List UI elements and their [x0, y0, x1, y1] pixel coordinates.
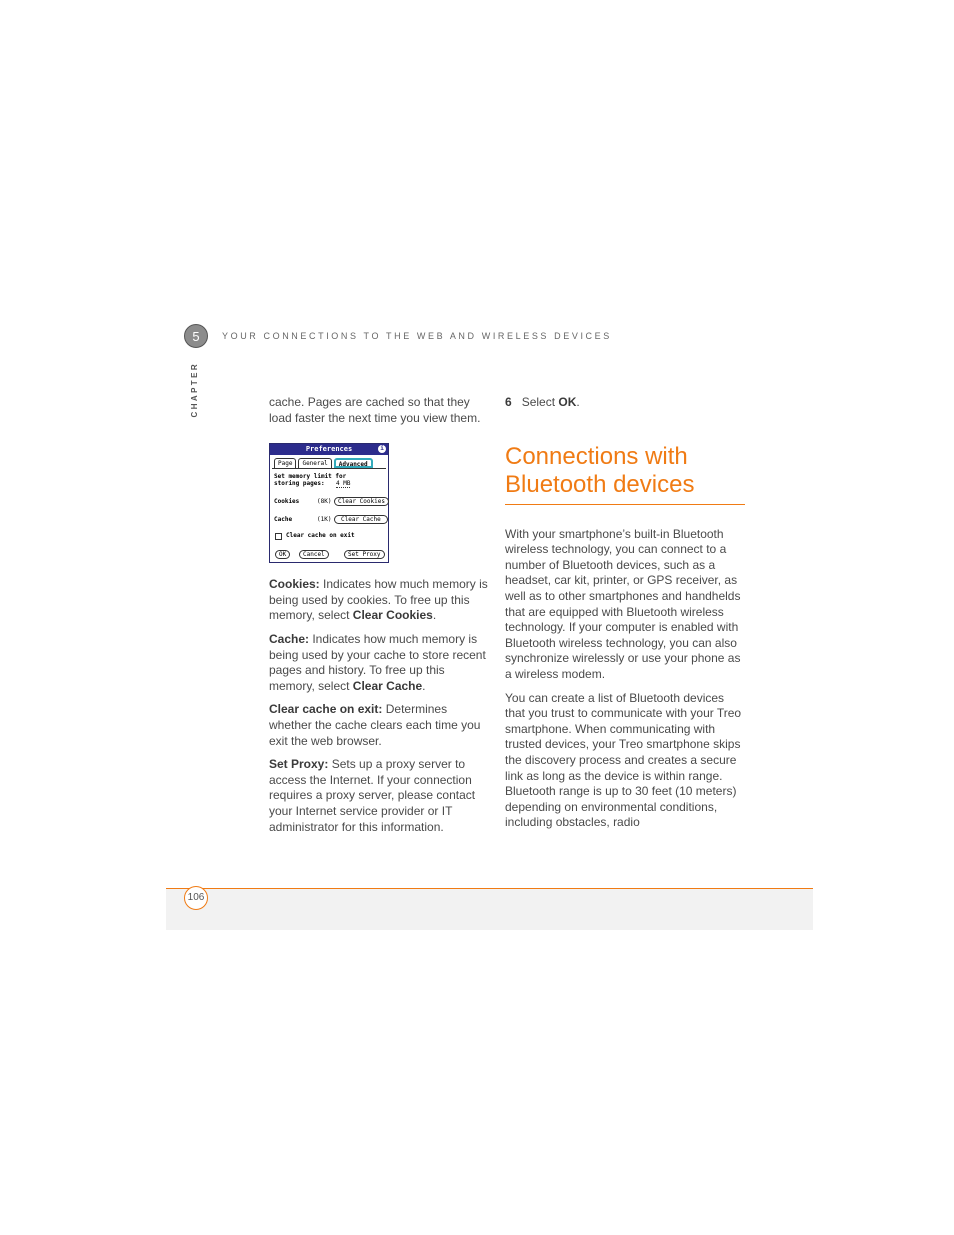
cookies-period: . — [432, 608, 437, 623]
tab-page: Page — [274, 458, 296, 468]
memory-limit-label-2: storing pages: — [274, 480, 325, 488]
cookies-row-label: Cookies — [274, 498, 300, 506]
clear-cache-checkbox — [275, 533, 282, 540]
right-column — [505, 395, 745, 839]
tab-general: General — [298, 458, 331, 468]
section-heading: Connections with Bluetooth devices — [505, 443, 745, 505]
cache-row-label: Cache — [274, 516, 293, 524]
clear-cache-paragraph — [269, 702, 491, 749]
chapter-number-badge: 5 — [184, 324, 208, 348]
set-proxy-button: Set Proxy — [344, 550, 385, 559]
step-text: Select — [521, 395, 559, 409]
info-icon: i — [378, 445, 386, 453]
preferences-screenshot — [269, 443, 389, 563]
memory-limit-label-1: Set memory limit for — [274, 473, 347, 481]
clear-cache-text: Determines whether the cache clears each time you exit the web browser. — [269, 702, 481, 748]
preferences-title-bar — [270, 444, 388, 455]
left-column — [269, 395, 491, 843]
step-action: OK — [558, 395, 577, 409]
ok-button: OK — [275, 550, 290, 559]
proxy-text: Sets up a proxy server to access the Internet. If your connection requires a proxy server, please contact your Internet service provider or IT administrator for this information. — [269, 757, 476, 834]
tab-divider — [272, 468, 386, 469]
step-number: 6 — [505, 395, 512, 409]
preferences-tabs — [274, 458, 384, 468]
cache-action: Clear Cache — [352, 678, 423, 693]
cache-period: . — [422, 678, 426, 693]
cookies-size: (8K) — [317, 498, 332, 506]
cookies-paragraph — [269, 577, 491, 624]
cache-term: Cache: — [269, 631, 310, 646]
cookies-action: Clear Cookies — [352, 608, 433, 623]
cache-text: Indicates how much memory is being used by your cache to store recent pages and history. To free up this memory, select — [269, 631, 486, 693]
bluetooth-paragraph-1: With your smartphone’s built-in Bluetooth wireless technology, you can connect to a number of Bluetooth devices, such as a headset, car kit, printer, or GPS receiver, as well as to other smartphones and handhelds that are equipped with Bluetooth wireless technology. If your computer is enabled with Bluetooth wireless technology, you can also synchronize wirelessly or use your phone as a wireless modem. — [505, 526, 741, 681]
proxy-paragraph — [269, 757, 491, 835]
cache-paragraph — [269, 632, 491, 694]
intro-paragraph: cache. Pages are cached so that they load faster the next time you view them. — [269, 395, 481, 425]
clear-cache-on-exit-label: Clear cache on exit — [286, 532, 355, 540]
clear-cache-button: Clear Cache — [334, 515, 388, 524]
footer-band — [166, 889, 813, 930]
tab-advanced: Advanced — [334, 458, 373, 468]
clear-cache-term: Clear cache on exit: — [269, 702, 383, 717]
running-header: YOUR CONNECTIONS TO THE WEB AND WIRELESS DEVICES — [222, 331, 612, 341]
preferences-title: Preferences — [305, 445, 353, 454]
page-number: 106 — [184, 886, 208, 910]
proxy-term: Set Proxy: — [269, 757, 329, 772]
step-6 — [505, 395, 745, 411]
memory-limit-value: 4 MB — [336, 480, 351, 488]
cache-size: (1K) — [317, 516, 332, 524]
clear-cookies-button: Clear Cookies — [334, 497, 389, 506]
footer-rule — [166, 888, 813, 889]
bluetooth-paragraph-2: You can create a list of Bluetooth devices that you trust to communicate with your Treo smartphone. When communicating with trusted devices, your Treo smartphone skips the discovery process and creates a secure link as long as the device is within range. Bluetooth range is up to 30 feet (10 meters) depending on environmental conditions, including obstacles, radio — [505, 690, 742, 830]
step-period: . — [576, 395, 580, 409]
cancel-button: Cancel — [299, 550, 329, 559]
cookies-text: Indicates how much memory is being used by cookies. To free up this memory, select — [269, 577, 488, 623]
cookies-term: Cookies: — [269, 577, 320, 592]
chapter-label: CHAPTER — [190, 362, 199, 418]
